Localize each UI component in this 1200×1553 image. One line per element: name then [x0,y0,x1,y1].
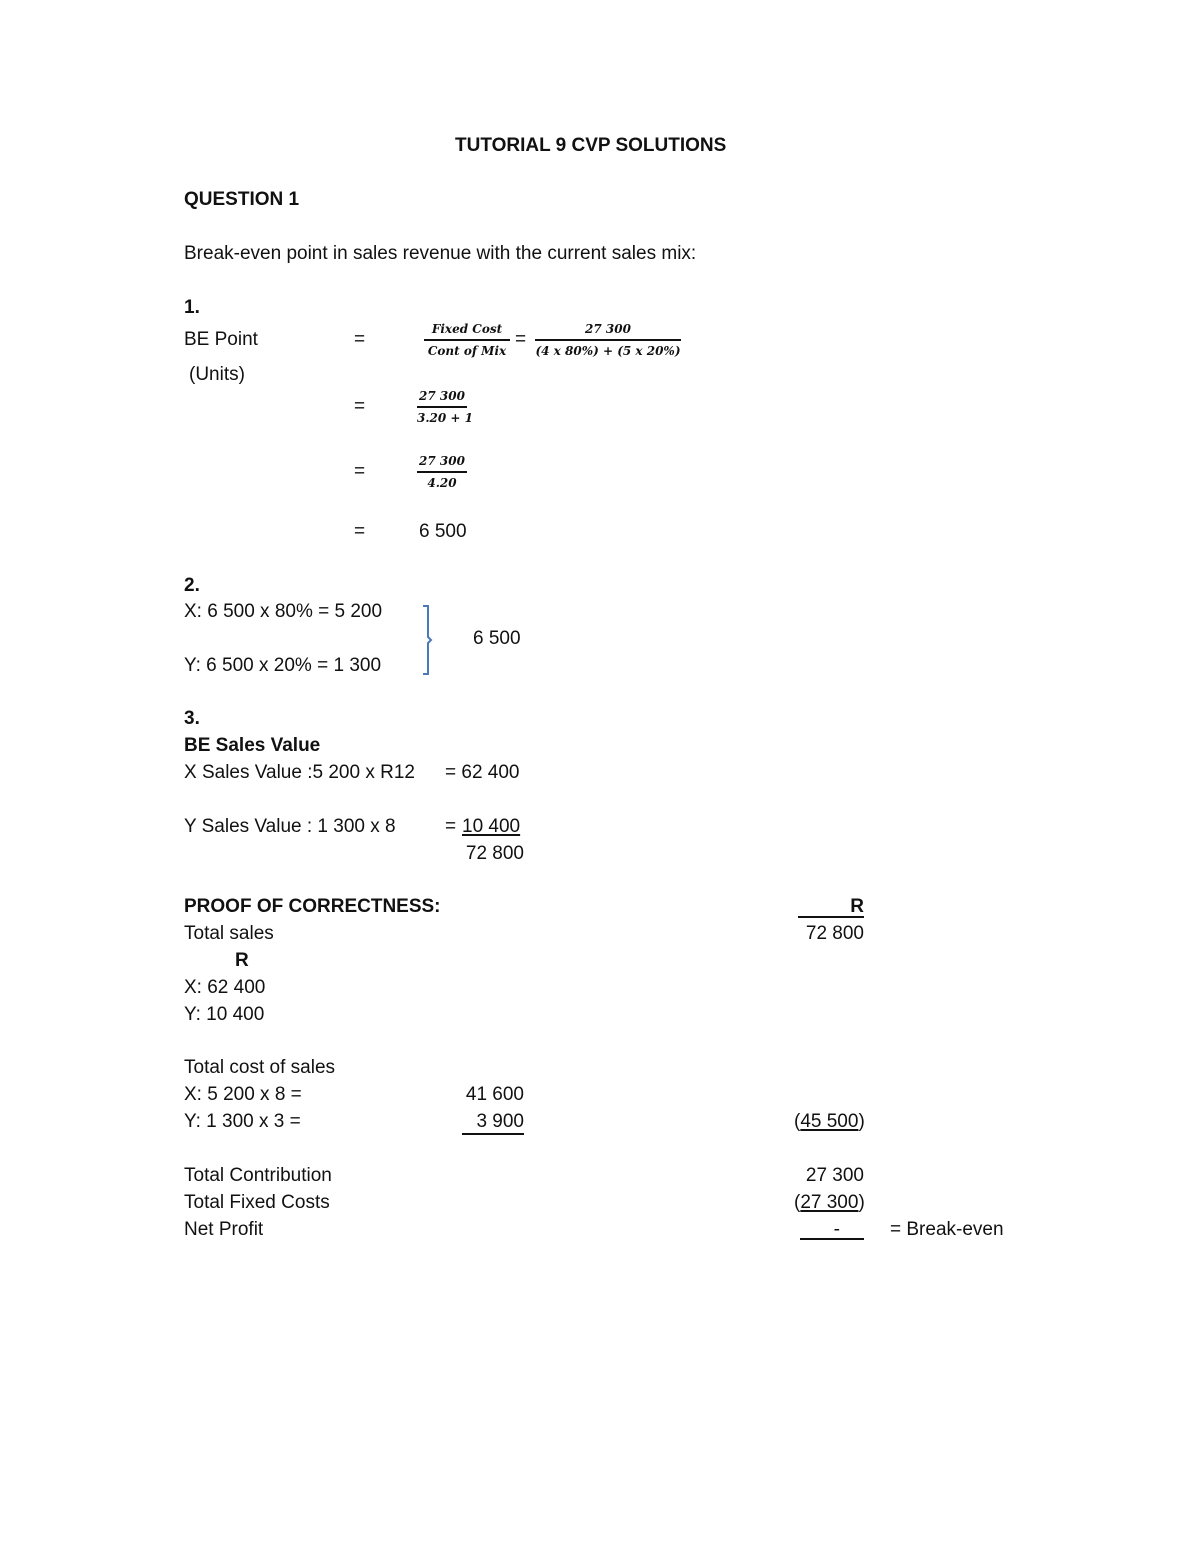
part2-number: 2. [184,575,200,596]
net-profit-underline [800,1238,864,1240]
proof-heading: PROOF OF CORRECTNESS: [184,896,441,917]
net-profit-value: - [833,1219,840,1240]
open-paren: ( [794,1111,801,1132]
units-label: (Units) [189,364,245,385]
question-heading: QUESTION 1 [184,189,300,210]
close-paren: ) [858,1111,865,1132]
be-units-result: 6 500 [419,521,467,542]
y-cost-label: Y: 1 300 x 3 = [184,1111,301,1132]
part3-number: 3. [184,708,200,729]
formula-fraction [535,322,681,358]
fraction-numerator: 27 300 [419,454,465,468]
part2-total: 6 500 [473,628,521,649]
total-cost-label: Total cost of sales [184,1057,336,1078]
be-sales-value-heading: BE Sales Value [184,735,321,756]
net-profit-label: Net Profit [184,1219,264,1240]
y-sales-value-label: Y Sales Value : 1 300 x 8 [184,816,396,837]
contribution-value: 27 300 [805,1165,864,1186]
bracket-icon [418,603,436,677]
break-even-note: = Break-even [890,1219,1004,1240]
formula-fraction [424,322,510,358]
fraction-denominator: 4.20 [427,476,457,490]
formula-fraction [417,454,467,490]
open-paren: ( [794,1192,801,1213]
x-sales-line: X: 62 400 [184,977,266,998]
formula-fraction [417,389,473,425]
cost-underline [462,1133,524,1135]
x-sales-value-result: = 62 400 [445,762,520,783]
part1-number: 1. [184,297,200,318]
intro-text: Break-even point in sales revenue with the current sales mix: [184,243,697,264]
x-cost-value: 41 600 [465,1084,524,1105]
y-cost-value: 3 900 [476,1111,524,1132]
y-sales-line: Y: 10 400 [184,1004,265,1025]
fixed-costs-amount: 27 300 [800,1192,859,1213]
fixed-costs-label: Total Fixed Costs [184,1192,330,1213]
fixed-costs-value [794,1192,865,1214]
fraction-numerator: 27 300 [585,322,631,336]
x-cost-label: X: 5 200 x 8 = [184,1084,302,1105]
equals-sign: = [354,521,366,542]
y-sales-value-equals: = [445,816,457,837]
fraction-numerator: 27 300 [419,389,465,403]
fraction-numerator: Fixed Cost [431,322,503,336]
total-sales-value: 72 800 [805,923,864,944]
total-cost-value [794,1111,865,1133]
be-point-label: BE Point [184,329,258,350]
y-units-line: Y: 6 500 x 20% = 1 300 [184,655,382,676]
equals-sign: = [354,461,366,482]
be-sales-total: 72 800 [465,843,524,864]
equals-sign: = [354,396,366,417]
column-header-underline [798,916,864,918]
y-sales-value-result: 10 400 [462,816,521,837]
equals-sign: = [354,329,366,350]
total-cost-amount: 45 500 [800,1111,859,1132]
contribution-label: Total Contribution [184,1165,332,1186]
fraction-denominator: Cont of Mix [427,344,507,358]
rand-column-header: R [850,896,864,917]
x-sales-value-label: X Sales Value :5 200 x R12 [184,762,415,783]
fraction-denominator: (4 x 80%) + (5 x 20%) [535,344,681,358]
total-sales-label: Total sales [184,923,274,944]
page-title: TUTORIAL 9 CVP SOLUTIONS [455,135,727,156]
equals-sign: = [515,329,527,350]
close-paren: ) [858,1192,865,1213]
rand-subheader: R [235,950,249,971]
fraction-denominator: 3.20 + 1 [417,411,473,425]
x-units-line: X: 6 500 x 80% = 5 200 [184,601,383,622]
